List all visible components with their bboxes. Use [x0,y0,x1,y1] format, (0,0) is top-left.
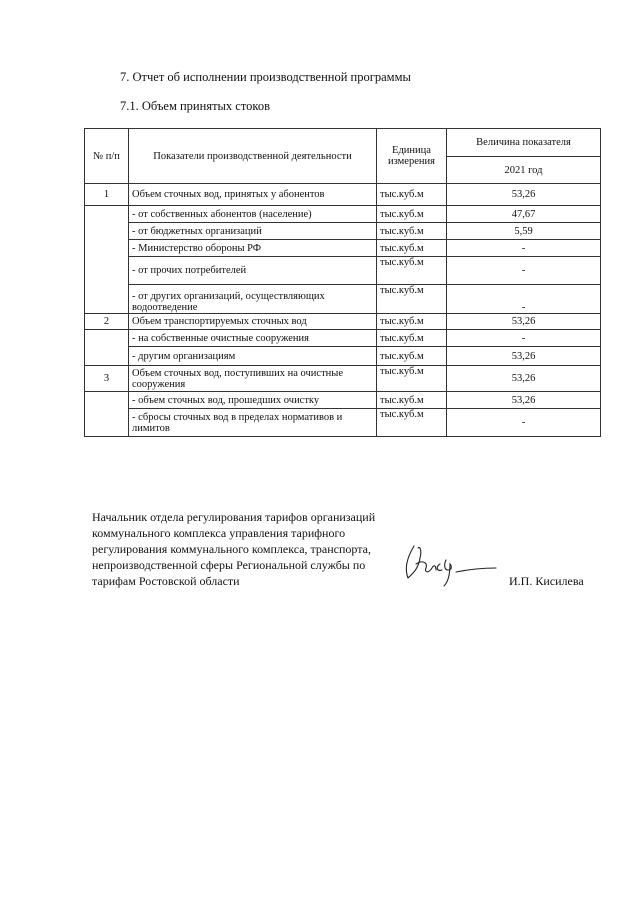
row-value: - [447,240,601,257]
row-value: 53,26 [447,347,601,366]
row-unit: тыс.куб.м [377,314,447,330]
row-unit: тыс.куб.м [377,392,447,409]
table-row [85,366,601,392]
section-title: 7. Отчет об исполнении производственной программы [120,70,411,84]
table-row [85,257,601,285]
table-row [85,330,601,347]
row-name: - от собственных абонентов (население) [129,206,377,223]
row-unit: тыс.куб.м [377,285,447,314]
row-unit: тыс.куб.м [377,257,447,285]
header-year: 2021 год [447,157,601,184]
row-name: Объем транспортируемых сточных вод [129,314,377,330]
signer-position: Начальник отдела регулирования тарифов организаций коммунального комплекса управления тарифного регулирования коммунального комплекса, транспорта, непроизводственной сферы Региональной службы по тарифам Ростовской области [92,510,376,588]
row-num: 1 [85,184,129,206]
row-unit: тыс.куб.м [377,330,447,347]
row-unit: тыс.куб.м [377,366,447,392]
table-row [85,223,601,240]
row-value: 53,26 [447,314,601,330]
row-unit: тыс.куб.м [377,206,447,223]
row-unit: тыс.куб.м [377,409,447,437]
row-name: - от прочих потребителей [129,257,377,285]
row-num: 3 [85,366,129,392]
row-num-group [85,330,129,366]
table-row [85,314,601,330]
row-name: - другим организациям [129,347,377,366]
report-table [84,128,601,437]
row-name: - объем сточных вод, прошедших очистку [129,392,377,409]
row-unit: тыс.куб.м [377,184,447,206]
row-name: Объем сточных вод, принятых у абонентов [129,184,377,206]
row-value: 53,26 [447,366,601,392]
row-unit: тыс.куб.м [377,347,447,366]
table-row [85,347,601,366]
row-value: - [447,285,601,314]
header-value: Величина показателя [447,129,601,157]
signer-name: И.П. Кисилева [509,574,584,588]
row-num-group [85,392,129,437]
row-unit: тыс.куб.м [377,223,447,240]
subsection-title: 7.1. Объем принятых стоков [120,99,270,113]
table-row [85,184,601,206]
header-unit: Единица измерения [377,129,447,184]
row-name: Объем сточных вод, поступивших на очистные сооружения [129,366,377,392]
header-num: № п/п [85,129,129,184]
row-num-group [85,206,129,314]
row-num: 2 [85,314,129,330]
row-name: - от других организаций, осуществляющих водоотведение [129,285,377,314]
row-value: - [447,257,601,285]
row-value: 5,59 [447,223,601,240]
handwritten-signature [400,534,500,592]
row-unit: тыс.куб.м [377,240,447,257]
row-value: 53,26 [447,184,601,206]
row-name: - от бюджетных организаций [129,223,377,240]
row-value: 53,26 [447,392,601,409]
row-name: - сбросы сточных вод в пределах нормативов и лимитов [129,409,377,437]
row-name: - на собственные очистные сооружения [129,330,377,347]
table-row [85,409,601,437]
table-row [85,240,601,257]
header-indicator: Показатели производственной деятельности [129,129,377,184]
table-row [85,392,601,409]
table-row [85,285,601,314]
row-value: 47,67 [447,206,601,223]
row-name: - Министерство обороны РФ [129,240,377,257]
table-row [85,206,601,223]
row-value: - [447,330,601,347]
row-value: - [447,409,601,437]
